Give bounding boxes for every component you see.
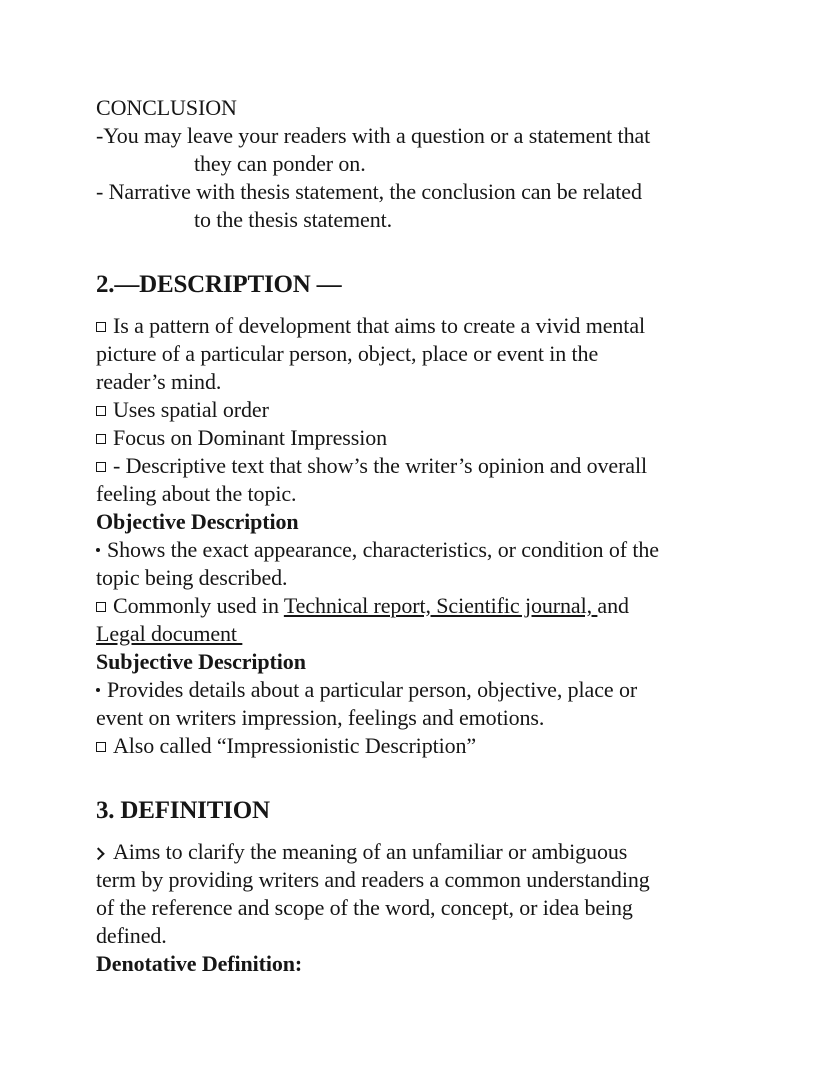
bullet-text: Provides details about a particular person, objective, place or	[107, 677, 638, 702]
bullet-line	[96, 396, 788, 424]
underlined-text: Technical report, Scientific journal,	[283, 593, 598, 618]
conclusion-section	[96, 94, 788, 234]
section-heading-description: 2.—DESCRIPTION —	[96, 271, 342, 298]
text-line-indented: to the thesis statement.	[194, 207, 393, 232]
text-line: topic being described.	[96, 565, 288, 590]
bullet-line	[96, 676, 788, 704]
square-bullet-icon	[96, 462, 106, 472]
bullet-text: - Descriptive text that show’s the writer’s opinion and overall	[113, 453, 648, 478]
text-line: defined.	[96, 923, 167, 948]
definition-section	[96, 838, 788, 978]
arrow-bullet-icon	[92, 847, 105, 860]
bullet-text: Aims to clarify the meaning of an unfamiliar or ambiguous	[113, 839, 628, 864]
subheading-objective-description: Objective Description	[96, 509, 299, 534]
bullet-text: Also called “Impressionistic Description”	[113, 733, 477, 758]
bullet-line	[96, 592, 788, 620]
underlined-text: Legal document	[96, 621, 243, 646]
conclusion-title: CONCLUSION	[96, 95, 237, 120]
text-line: picture of a particular person, object, place or event in the	[96, 341, 599, 366]
description-section	[96, 312, 788, 760]
bullet-text: Is a pattern of development that aims to create a vivid mental	[113, 313, 645, 338]
bullet-text: Uses spatial order	[113, 397, 269, 422]
section-heading-definition: 3. DEFINITION	[96, 797, 270, 824]
bullet-line	[96, 312, 788, 340]
text-line: feeling about the topic.	[96, 481, 297, 506]
square-bullet-icon	[96, 602, 106, 612]
bullet-line	[96, 424, 788, 452]
text-line	[96, 620, 788, 648]
subheading-subjective-description: Subjective Description	[96, 649, 306, 674]
bullet-text: Shows the exact appearance, characteristics, or condition of the	[107, 537, 659, 562]
square-bullet-icon	[96, 322, 106, 332]
text-line-indented: they can ponder on.	[194, 151, 366, 176]
bullet-text: Commonly used in	[113, 593, 284, 618]
square-bullet-icon	[96, 406, 106, 416]
text-line: - Narrative with thesis statement, the conclusion can be related	[96, 179, 642, 204]
bullet-line	[96, 732, 788, 760]
square-bullet-icon	[96, 434, 106, 444]
dot-bullet-icon	[96, 688, 100, 692]
bullet-text: and	[597, 593, 629, 618]
text-line: of the reference and scope of the word, concept, or idea being	[96, 895, 633, 920]
bullet-line	[96, 536, 788, 564]
bullet-line	[96, 452, 788, 480]
text-line: reader’s mind.	[96, 369, 222, 394]
subheading-denotative-definition: Denotative Definition:	[96, 951, 303, 976]
text-line: -You may leave your readers with a question or a statement that	[96, 123, 651, 148]
text-line: event on writers impression, feelings and emotions.	[96, 705, 545, 730]
bullet-line	[96, 838, 788, 866]
dot-bullet-icon	[96, 548, 100, 552]
square-bullet-icon	[96, 742, 106, 752]
bullet-text: Focus on Dominant Impression	[113, 425, 388, 450]
text-line: term by providing writers and readers a common understanding	[96, 867, 650, 892]
